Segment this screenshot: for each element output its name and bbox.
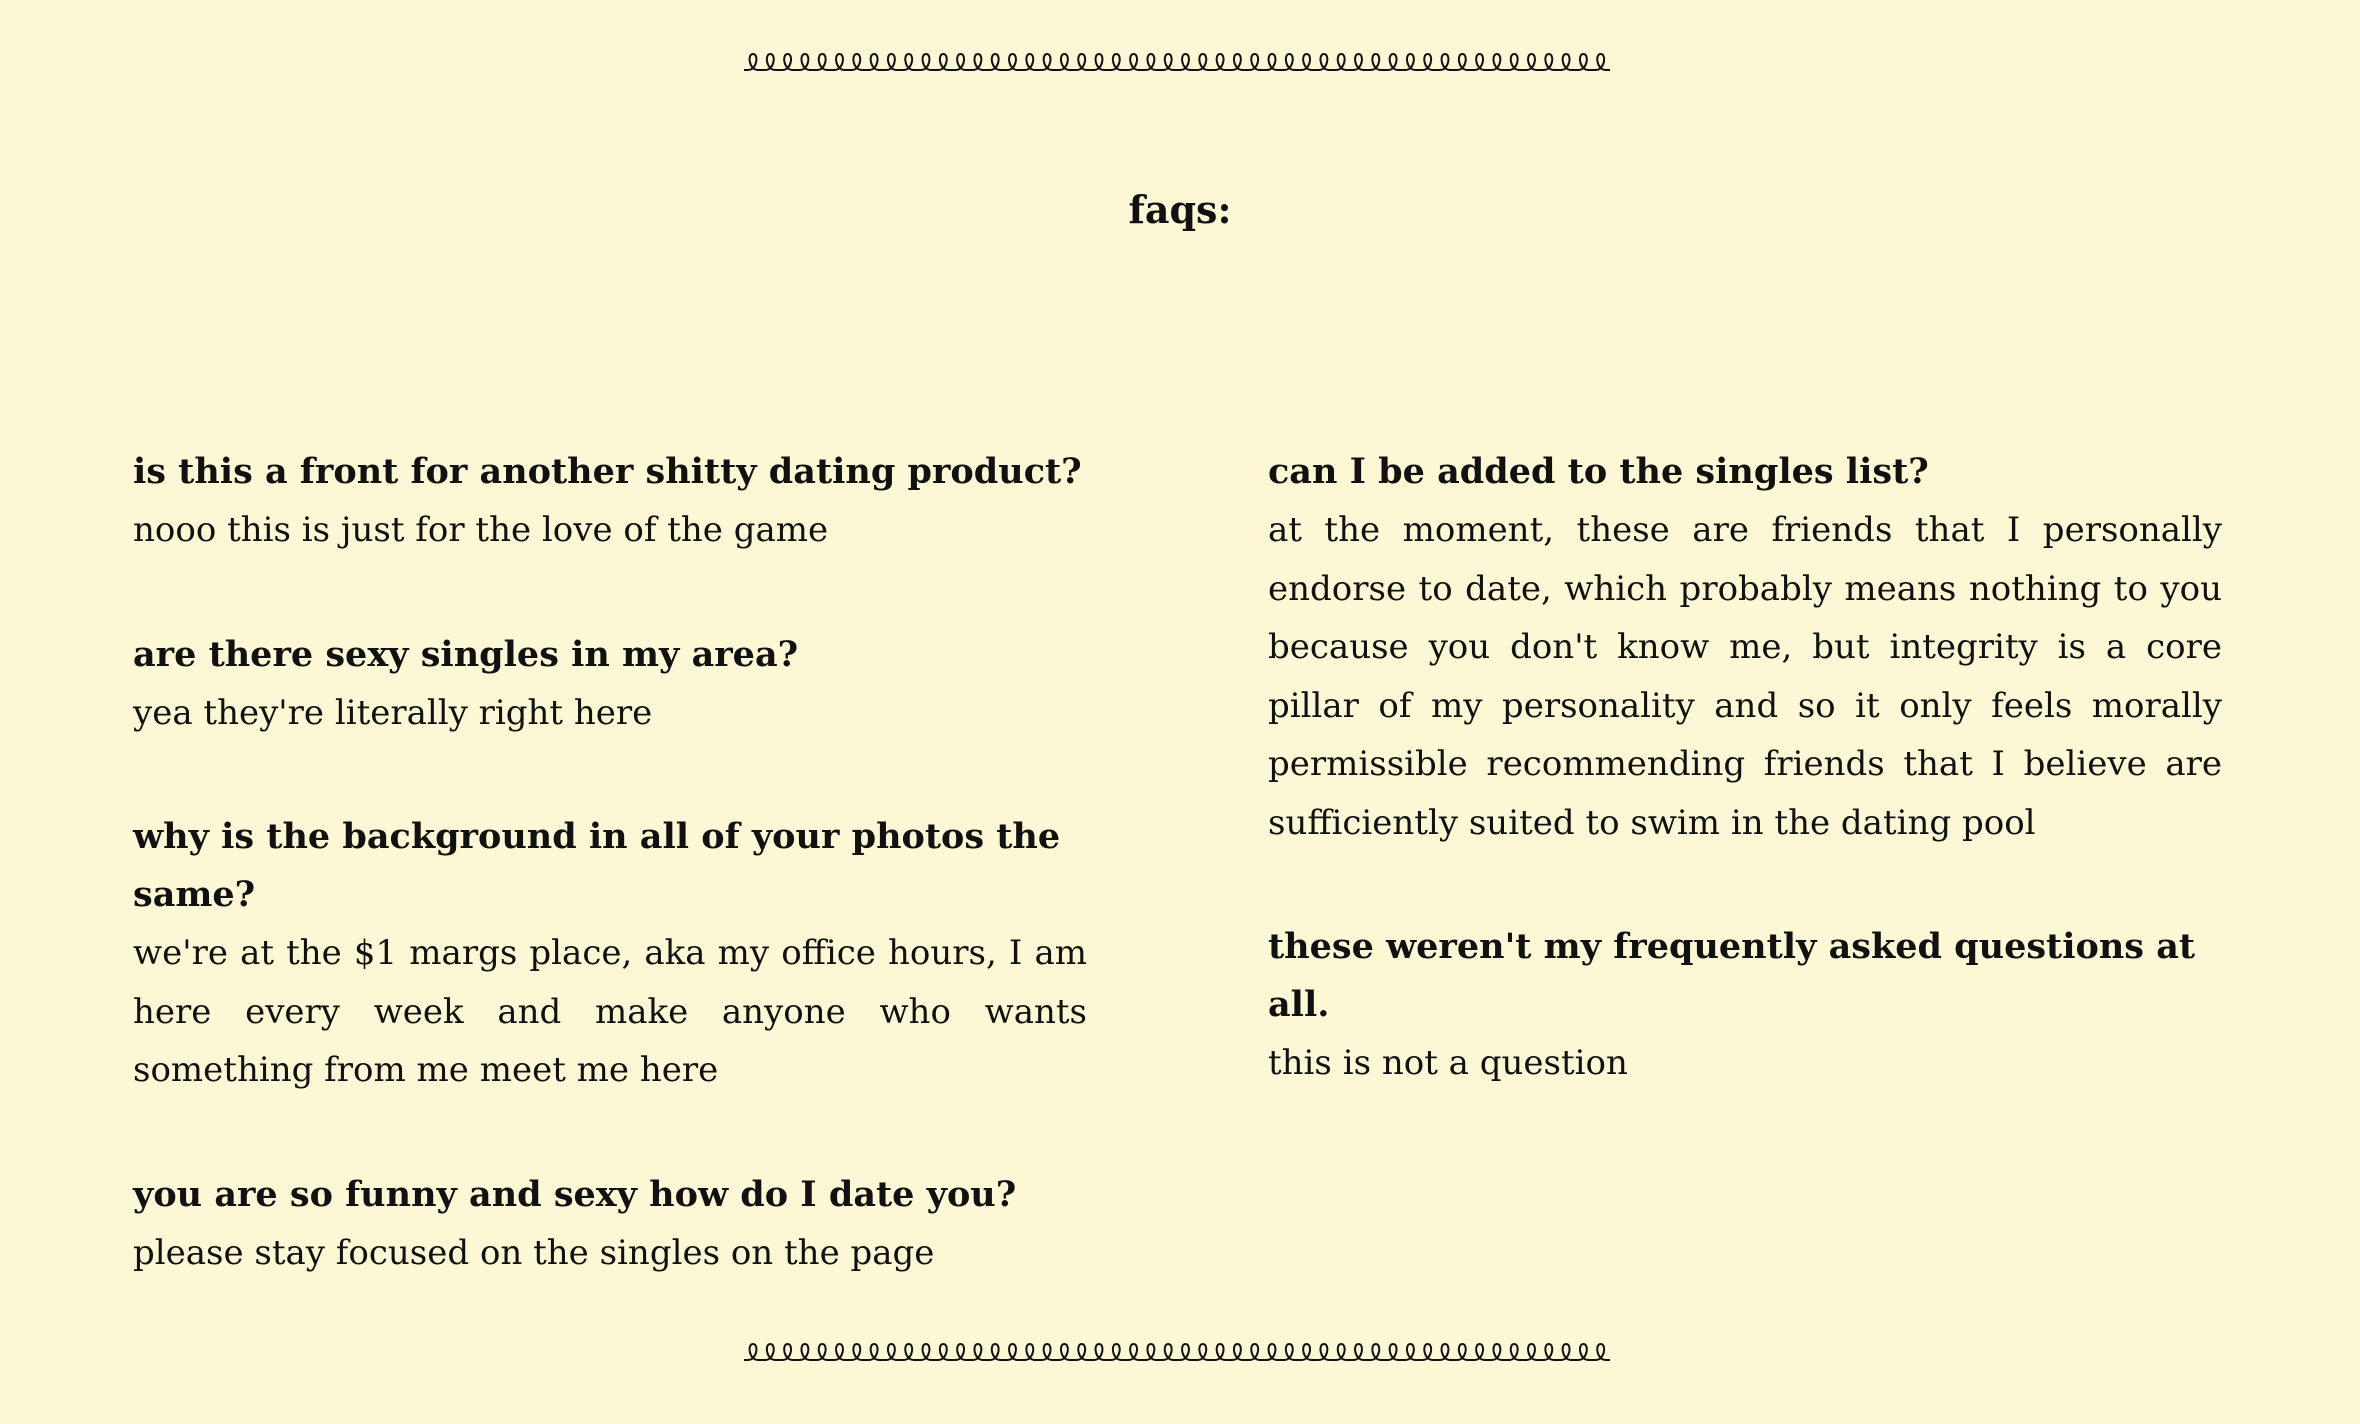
faq-answer: nooo this is just for the love of the game [133,510,829,550]
loop-divider-icon [744,1340,1610,1364]
faq-item [1268,443,2222,852]
faq-answer: please stay focused on the singles on the page [133,1232,935,1273]
faq-answer: yea they're literally right here [133,692,653,733]
faq-item [133,626,1087,743]
faq-question: these weren't my frequently asked questions at all. [1268,926,2196,1025]
faq-column-left [133,443,1087,1348]
page-title: faqs: [1128,187,1232,232]
faq-question: why is the background in all of your photos the same? [133,816,1061,915]
faq-question: are there sexy singles in my area? [133,633,799,675]
faq-question: is this a front for another shitty dating product? [133,451,1082,492]
bottom-divider [744,1340,1610,1364]
faq-item [133,443,1087,560]
faq-item [1268,918,2222,1093]
faq-question: can I be added to the singles list? [1268,451,1929,492]
loop-divider-icon [744,50,1610,74]
top-divider [744,50,1610,74]
faq-question: you are so funny and sexy how do I date you? [133,1173,1017,1215]
faq-answer: at the moment, these are friends that I personally endorse to date, which probably means nothing to you because you don't know me, but integrity is a core pillar of my personality and so it only feels morally permissible recommending friends that I believe are sufficiently suited to swim in the dating pool [1268,510,2222,843]
faq-item [133,1166,1087,1283]
loop-chain-path [744,1344,1610,1360]
loop-chain-path [744,54,1610,70]
faq-answer: we're at the $1 margs place, aka my office hours, I am here every week and make anyone who wants something from me meet me here [133,933,1087,1090]
faq-answer: this is not a question [1268,1043,1628,1083]
faq-item [133,808,1087,1100]
faq-column-right [1268,443,2222,1159]
